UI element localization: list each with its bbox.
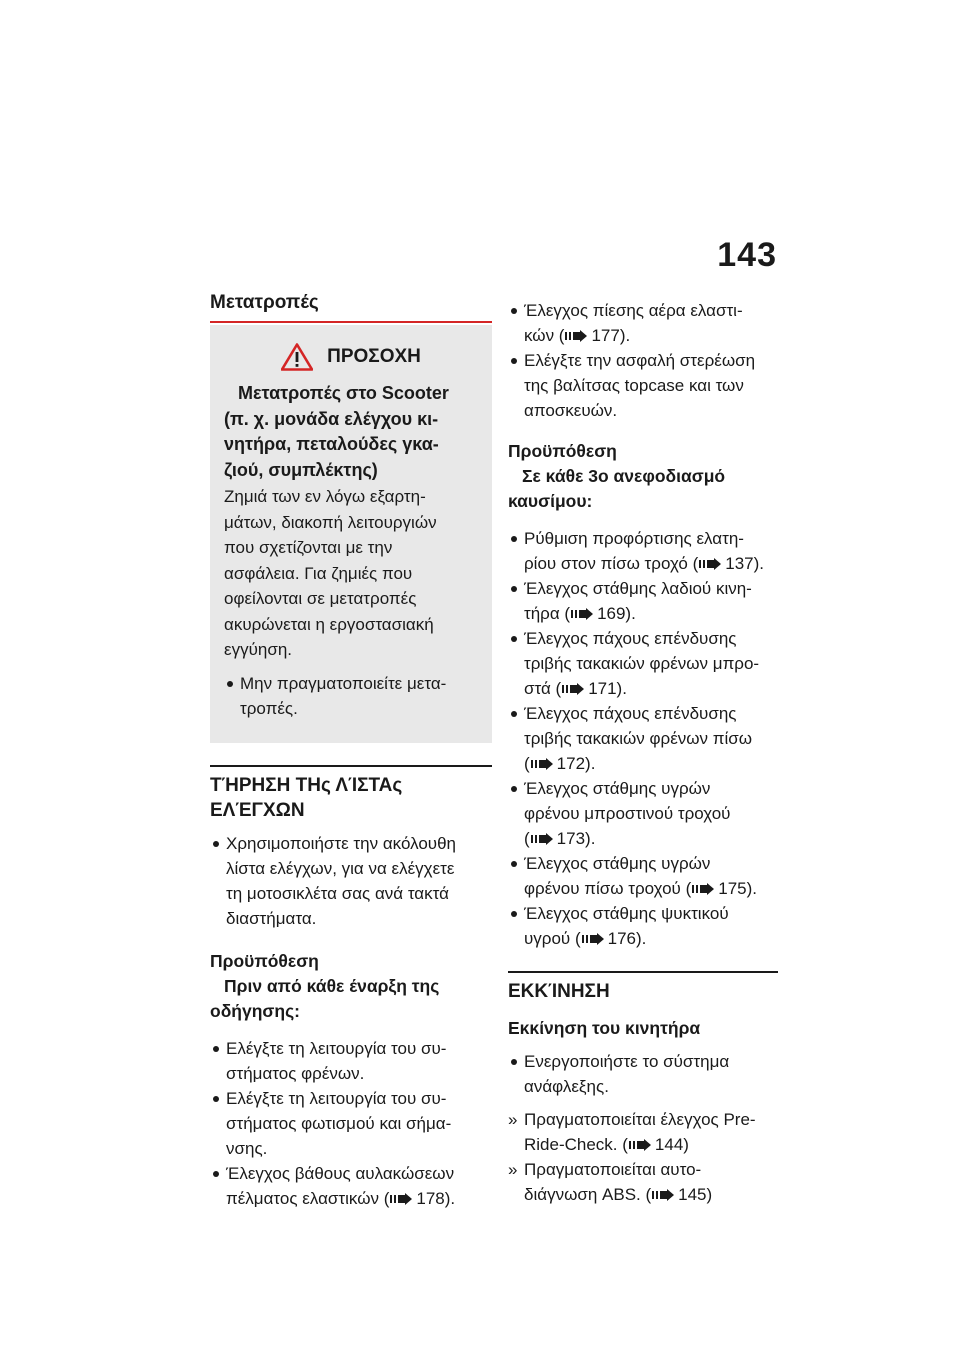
item-text: φρένου πίσω τροχού ( (524, 879, 692, 898)
bullet-line: τροπές. (240, 698, 298, 718)
arrow-ref-icon (629, 1139, 652, 1151)
warning-text-line: εγγύηση. (224, 640, 292, 659)
item-text: ρίου στον πίσω τροχό ( (524, 554, 699, 573)
warning-bold-line: νητήρα, πεταλούδες γκα- (224, 434, 439, 454)
list-item (508, 776, 778, 851)
arrow-ref-icon (571, 608, 594, 620)
warning-bullet-list (224, 671, 478, 721)
item-line (524, 826, 778, 851)
start-heading: ΕΚΚΊΝΗΣΗ (508, 971, 778, 1004)
arrow-ref-icon (582, 933, 605, 945)
warning-bold-text (224, 381, 478, 483)
item-line: Έλεγχος στάθμης ψυκτικού (524, 904, 729, 923)
item-text: πέλματος ελαστικών ( (226, 1188, 390, 1208)
item-line: Ενεργοποιήστε το σύστημα (524, 1052, 730, 1071)
item-line (524, 323, 778, 348)
item-line: αποσκευών. (524, 401, 618, 420)
item-line (524, 876, 778, 901)
item-text: τήρα ( (524, 604, 571, 623)
precondition-line: οδήγησης: (210, 1000, 301, 1021)
page-ref-link[interactable]: 169). (597, 604, 636, 623)
result-item (508, 1157, 778, 1207)
item-line: τριβής τακακιών φρένων πίσω (524, 729, 753, 748)
arrow-ref-icon (531, 758, 554, 770)
item-text: κών ( (524, 326, 565, 345)
arrow-ref-icon (699, 558, 722, 570)
item-line (524, 676, 778, 701)
item-line: ανάφλεξης. (524, 1077, 609, 1096)
precondition-items (508, 526, 778, 951)
item-line (524, 926, 778, 951)
checklist-heading (210, 765, 492, 823)
item-text: στά ( (524, 679, 562, 698)
item-line (524, 601, 778, 626)
item-line: λίστα ελέγχων, για να ελέγχετε (226, 858, 455, 878)
right-column (508, 290, 778, 1207)
item-line: φρένου μπροστινού τροχού (524, 804, 731, 823)
warning-body-text (224, 484, 478, 663)
page-ref-link[interactable]: 145) (678, 1185, 713, 1204)
item-line: Ελέγξτε τη λειτουργία του συ- (226, 1088, 447, 1108)
arrow-ref-icon (562, 683, 585, 695)
warning-text-line: ασφάλεια. Για ζημιές που (224, 563, 413, 583)
item-line: της βαλίτσας topcase και των (524, 376, 744, 395)
precondition-line: Σε κάθε 3ο ανεφοδιασμό (522, 466, 726, 486)
arrow-ref-icon (652, 1189, 675, 1201)
item-line: Έλεγχος στάθμης λαδιού κινη- (524, 579, 752, 598)
item-line: Έλεγχος στάθμης υγρών (524, 854, 711, 873)
list-item (508, 1049, 778, 1099)
arrow-ref-icon (531, 833, 554, 845)
result-item (508, 1107, 778, 1157)
warning-text-line: που σχετίζονται με την (224, 538, 393, 557)
item-line: Ρύθμιση προφόρτισης ελατη- (524, 529, 744, 548)
precondition-line: Πριν από κάθε έναρξη της (224, 975, 440, 996)
warning-text-line: οφείλονται σε μετατροπές (224, 589, 417, 608)
heading-line: ΤΉΡΗΣΗ ΤΗς ΛΊΣΤΑς (210, 774, 403, 796)
item-line: στήματος φωτισμού και σήμα- (226, 1113, 452, 1133)
start-steps (508, 1049, 778, 1099)
arrow-ref-icon (565, 330, 588, 342)
list-item (508, 348, 778, 423)
precondition-line: καυσίμου: (508, 491, 593, 511)
item-line: τη μοτοσικλέτα σας ανά τακτά (226, 883, 449, 903)
warning-triangle-icon (281, 343, 313, 371)
list-item (508, 901, 778, 951)
continued-items (508, 298, 778, 423)
item-line (524, 1182, 778, 1207)
page-ref-link[interactable]: 178). (416, 1188, 456, 1208)
item-line (524, 1132, 778, 1157)
page-ref-link[interactable]: 172). (556, 754, 596, 773)
arrow-ref-icon (692, 883, 715, 895)
item-text: υγρού ( (524, 929, 581, 948)
page-ref-link[interactable]: 171). (588, 679, 627, 698)
precondition-label: Προϋπόθεση (210, 950, 319, 971)
warning-text-line: Ζημιά των εν λόγω εξαρτη- (224, 487, 426, 506)
left-column (210, 290, 492, 1211)
start-subheading: Εκκίνηση του κινητήρα (508, 1018, 701, 1038)
page-ref-link[interactable]: 144) (654, 1135, 689, 1154)
list-item (210, 1036, 492, 1086)
item-line: Ελέγξτε τη λειτουργία του συ- (226, 1038, 447, 1058)
page-ref-link[interactable]: 176). (607, 929, 647, 948)
checklist-intro-list (210, 831, 492, 931)
list-item (508, 701, 778, 776)
item-line: τριβής τακακιών φρένων μπρο- (524, 654, 760, 673)
precondition-text (508, 464, 778, 514)
item-line: Έλεγχος πάχους επένδυσης (524, 704, 737, 723)
page-ref-link[interactable]: 177). (591, 326, 631, 345)
page-ref-link[interactable]: 137). (725, 554, 764, 573)
precondition-text (210, 974, 492, 1024)
item-line: Έλεγχος πίεσης αέρα ελαστι- (524, 301, 743, 320)
item-line: Χρησιμοποιήστε την ακόλουθη (226, 833, 456, 853)
item-text: ( (524, 754, 530, 773)
heading-line: ΕΛΈΓΧΩΝ (210, 799, 305, 821)
warning-title: ΠΡΟΣΟΧΗ (327, 346, 421, 367)
list-item (210, 831, 492, 931)
item-text: διάγνωση ABS. ( (524, 1185, 652, 1204)
bullet-line: Μην πραγματοποιείτε μετα- (240, 673, 447, 693)
list-item (508, 298, 778, 348)
page-ref-link[interactable]: 173). (556, 829, 596, 848)
item-line: Ελέγξτε την ασφαλή στερέωση (524, 351, 756, 370)
list-item (508, 626, 778, 701)
item-line (524, 751, 778, 776)
item-line (226, 1186, 492, 1211)
precondition-label: Προϋπόθεση (508, 441, 617, 461)
item-line: » Πραγματοποιείται αυτο- (524, 1160, 702, 1179)
page-ref-link[interactable]: 175). (718, 879, 757, 898)
item-text: Ride-Check. ( (524, 1135, 628, 1154)
warning-text-line: ακυρώνεται η εργοστασιακή (224, 614, 434, 634)
item-line: Έλεγχος βάθους αυλακώσεων (226, 1163, 455, 1183)
warning-box (210, 325, 492, 743)
item-line: στήματος φρένων. (226, 1063, 365, 1083)
arrow-ref-icon (390, 1193, 413, 1205)
item-line: » Πραγματοποιείται έλεγχος Pre- (524, 1110, 756, 1129)
precondition-items (210, 1036, 492, 1211)
item-line: Έλεγχος πάχους επένδυσης (524, 629, 737, 648)
warning-bullet-item (224, 671, 478, 721)
item-line: Έλεγχος στάθμης υγρών (524, 779, 711, 798)
start-results (508, 1107, 778, 1207)
warning-header (224, 343, 478, 371)
warning-bold-line: (π. χ. μονάδα ελέγχου κι- (224, 408, 439, 429)
item-line: διαστήματα. (226, 908, 317, 928)
item-text: ( (524, 829, 530, 848)
page-number: 143 (717, 236, 777, 274)
list-item (508, 851, 778, 901)
list-item (210, 1161, 492, 1211)
list-item (508, 526, 778, 576)
list-item (508, 576, 778, 626)
warning-text-line: μάτων, διακοπή λειτουργιών (224, 512, 437, 532)
section-title-modifications: Μετατροπές (210, 290, 492, 323)
item-line: νσης. (226, 1138, 268, 1158)
warning-bold-line: ζιού, συμπλέκτης) (224, 459, 378, 480)
item-line (524, 551, 778, 576)
list-item (210, 1086, 492, 1161)
warning-bold-line: Μετατροπές στο Scooter (238, 383, 449, 403)
